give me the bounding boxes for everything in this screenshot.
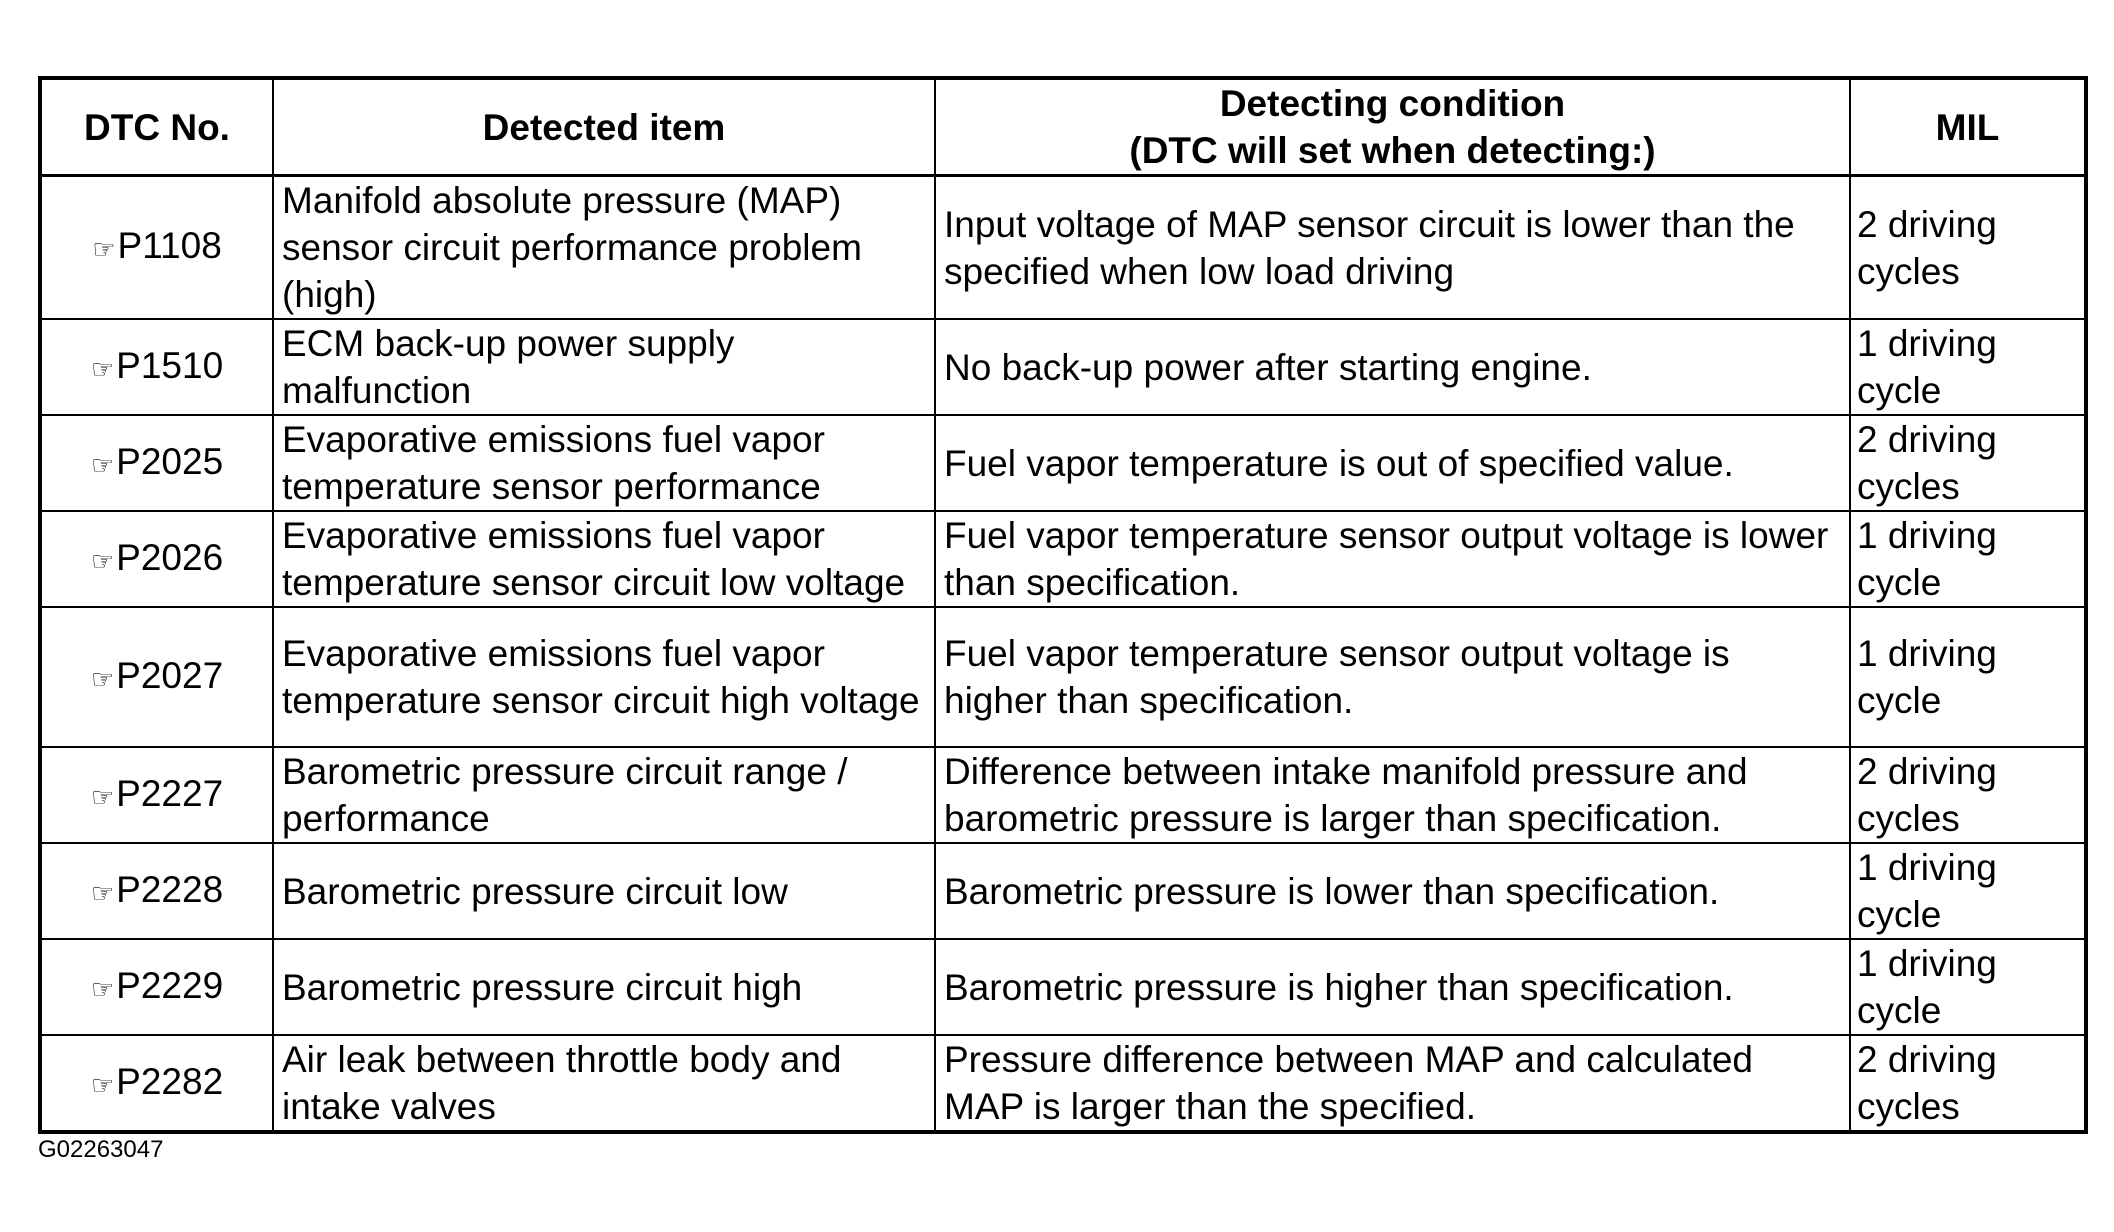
condition-cell: Barometric pressure is lower than specification.: [935, 843, 1850, 939]
table-row: [40, 319, 2086, 415]
mil-cell: 2 driving cycles: [1850, 415, 2086, 511]
dtc-code-cell: [40, 176, 273, 320]
figure-id: G02263047: [38, 1136, 164, 1163]
pointing-hand-icon: ☞: [90, 1069, 115, 1100]
condition-cell: Input voltage of MAP sensor circuit is lower than the specified when low load driving: [935, 176, 1850, 320]
dtc-code-cell: [40, 511, 273, 607]
detected-item-cell: Evaporative emissions fuel vapor temperature sensor circuit high voltage: [273, 607, 935, 747]
table-row: [40, 747, 2086, 843]
table-row: [40, 415, 2086, 511]
dtc-code-cell: [40, 843, 273, 939]
detected-item-cell: Barometric pressure circuit low: [273, 843, 935, 939]
dtc-code[interactable]: P2282: [116, 1060, 224, 1102]
header-dtc-no: DTC No.: [40, 78, 273, 176]
pointing-hand-icon: ☞: [90, 449, 115, 480]
detected-item-cell: Manifold absolute pressure (MAP) sensor circuit performance problem (high): [273, 176, 935, 320]
dtc-code[interactable]: P2227: [116, 772, 224, 814]
dtc-code[interactable]: P2025: [116, 440, 224, 482]
dtc-code-cell: [40, 415, 273, 511]
dtc-code-cell: [40, 939, 273, 1035]
condition-cell: No back-up power after starting engine.: [935, 319, 1850, 415]
detected-item-cell: Evaporative emissions fuel vapor temperature sensor performance: [273, 415, 935, 511]
detected-item-cell: Evaporative emissions fuel vapor temperature sensor circuit low voltage: [273, 511, 935, 607]
condition-cell: Pressure difference between MAP and calculated MAP is larger than the specified.: [935, 1035, 1850, 1132]
pointing-hand-icon: ☞: [90, 781, 115, 812]
dtc-code[interactable]: P2228: [116, 868, 224, 910]
dtc-code[interactable]: P2229: [116, 964, 224, 1006]
condition-cell: Fuel vapor temperature sensor output voltage is higher than specification.: [935, 607, 1850, 747]
dtc-code-cell: [40, 607, 273, 747]
pointing-hand-icon: ☞: [92, 234, 116, 264]
table-row: [40, 176, 2086, 320]
pointing-hand-icon: ☞: [90, 663, 115, 694]
detected-item-cell: Air leak between throttle body and intake valves: [273, 1035, 935, 1132]
condition-cell: Difference between intake manifold pressure and barometric pressure is larger than specification.: [935, 747, 1850, 843]
table-row: [40, 511, 2086, 607]
mil-cell: 1 driving cycle: [1850, 511, 2086, 607]
dtc-code[interactable]: P1108: [117, 225, 222, 266]
header-condition-line1: Detecting condition: [1219, 83, 1566, 124]
condition-cell: Fuel vapor temperature sensor output voltage is lower than specification.: [935, 511, 1850, 607]
table-row: [40, 939, 2086, 1035]
condition-cell: Barometric pressure is higher than specification.: [935, 939, 1850, 1035]
pointing-hand-icon: ☞: [90, 877, 115, 908]
mil-cell: 2 driving cycles: [1850, 176, 2086, 320]
table-row: [40, 607, 2086, 747]
mil-cell: 1 driving cycle: [1850, 939, 2086, 1035]
dtc-code[interactable]: P1510: [116, 344, 224, 386]
header-detecting-condition: [935, 78, 1850, 176]
detected-item-cell: ECM back-up power supply malfunction: [273, 319, 935, 415]
mil-cell: 2 driving cycles: [1850, 1035, 2086, 1132]
mil-cell: 1 driving cycle: [1850, 607, 2086, 747]
dtc-code-cell: [40, 319, 273, 415]
dtc-code-cell: [40, 1035, 273, 1132]
condition-cell: Fuel vapor temperature is out of specified value.: [935, 415, 1850, 511]
detected-item-cell: Barometric pressure circuit high: [273, 939, 935, 1035]
table-row: [40, 843, 2086, 939]
mil-cell: 2 driving cycles: [1850, 747, 2086, 843]
header-condition-line2: (DTC will set when detecting:): [1129, 130, 1656, 171]
dtc-table: [38, 76, 2088, 1134]
pointing-hand-icon: ☞: [90, 545, 115, 576]
dtc-code[interactable]: P2027: [116, 654, 224, 696]
pointing-hand-icon: ☞: [90, 353, 115, 384]
header-mil: MIL: [1850, 78, 2086, 176]
header-row: [40, 78, 2086, 176]
mil-cell: 1 driving cycle: [1850, 319, 2086, 415]
header-detected-item: Detected item: [273, 78, 935, 176]
detected-item-cell: Barometric pressure circuit range / performance: [273, 747, 935, 843]
dtc-code[interactable]: P2026: [116, 536, 224, 578]
table-row: [40, 1035, 2086, 1132]
dtc-code-cell: [40, 747, 273, 843]
mil-cell: 1 driving cycle: [1850, 843, 2086, 939]
pointing-hand-icon: ☞: [90, 973, 115, 1004]
